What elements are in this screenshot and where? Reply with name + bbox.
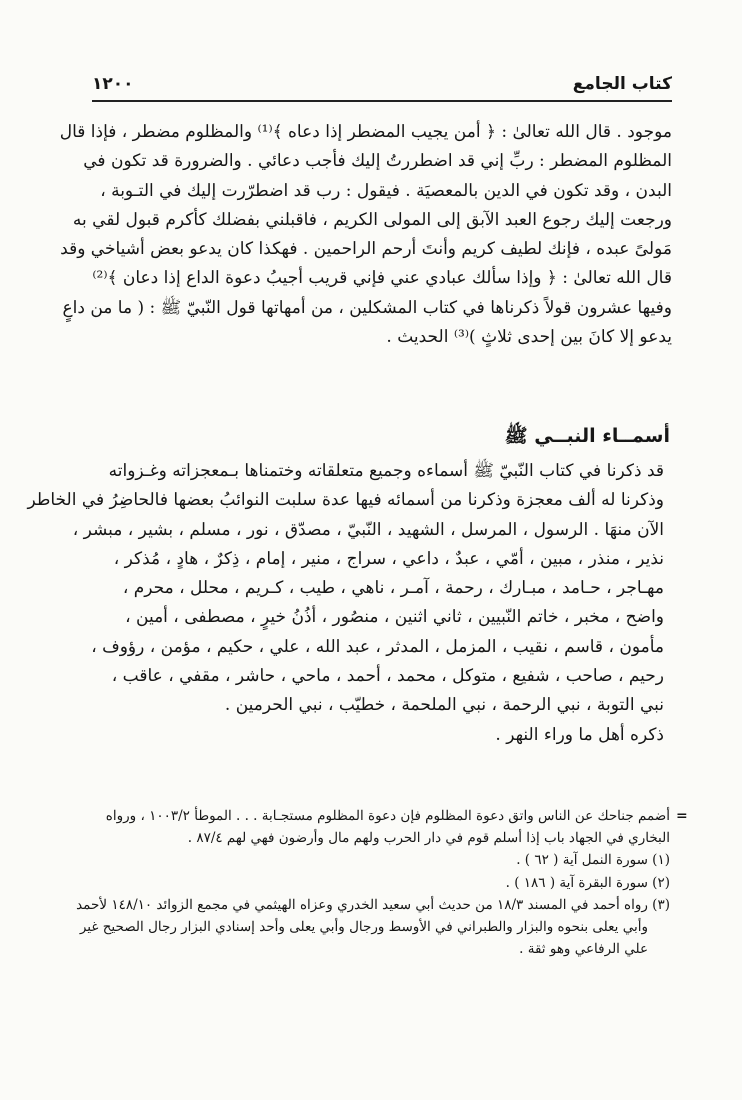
text-line: يدعو إلا كانَ بين إحدى ثلاثٍ )⁽³⁾ الحديث . (386, 327, 672, 348)
text-line: مَولىً عبده ، فإنك لطيف كريم وأنتَ أرحم الراحمين . فهكذا كان يدعو بعض أشياخي وقد (60, 239, 672, 260)
footnote-3: (٣) رواه أحمد في المسند ١٨/٣ من حديث أبي سعيد الخدري وعزاه الهيثمي في مجمع الزوائد ١٤٨/١٠ لأحمد (76, 896, 670, 913)
page-number: ١٢٠٠ (92, 74, 134, 94)
footnotes (76, 805, 670, 960)
text-line: وذكرنا له ألف معجزة وذكرنا من أسمائه فيها عدة سلبت النوائبُ بعضها فالحاضِرُ في الخاطر (27, 490, 664, 511)
footnote-line: علي الرفاعي وهو ثقة . (519, 941, 648, 958)
text-line: موجود . قال الله تعالىٰ : ﴿ أمن يجيب المضطر إذا دعاه ﴾⁽¹⁾ والمظلوم مضطر ، فإذا قال (59, 122, 672, 142)
paragraph-supplication (59, 118, 672, 352)
book-title: كتاب الجامع (572, 74, 672, 94)
footnote-line: أضمم جناحك عن الناس واتق دعوة المظلوم فإن دعوة المظلوم مستجـابة . . . الموطأ ١٠٠٣/٢ ، ورواه (105, 808, 670, 824)
running-header (92, 72, 672, 102)
section-heading: أسمــاء النبــي ﷺ (504, 425, 670, 447)
text-line: مهـاجر ، حـامد ، مبـارك ، رحمة ، آمـر ، ناهي ، طيب ، كـريم ، محلل ، محرم ، (122, 578, 664, 599)
text-line: قال الله تعالىٰ : ﴿ وإذا سألك عبادي عني فإني قريب أجيبُ دعوة الداع إذا دعان ﴾⁽²⁾ (92, 268, 672, 289)
text-line: الآن منهَا . الرسول ، المرسل ، الشهيد ، النّبيّ ، مصدّق ، نور ، مسلم ، بشير ، مبشر ، (72, 519, 664, 540)
text-line: ذكره أهل ما وراء النهر . (495, 724, 664, 745)
text-line: رحيم ، صاحب ، شفيع ، متوكل ، محمد ، أحمد ، ماحي ، حاشر ، مقفي ، عاقب ، (111, 666, 664, 687)
text-line: نذير ، منذر ، مبين ، أمّي ، عبدٌ ، داعي ، سراج ، منير ، إمام ، ذِكرٌ ، هادٍ ، مُذكر ، (113, 548, 664, 569)
footnote-1: (١) سورة النمل آية ( ٦٢ ) . (516, 852, 670, 869)
text-line: واضح ، مخبر ، خاتم النّبيين ، ثاني اثنين ، منصُور ، أذُنُ خيرٍ ، مصطفى ، أمين ، (125, 607, 664, 628)
text-line: وفيها عشرون قولاً ذكرناها في كتاب المشكلين ، من أمهاتها قول النّبيّ ﷺ : ( ما من داعٍ (62, 297, 672, 318)
text-line: مأمون ، قاسم ، نقيب ، المزمل ، المدثر ، عبد الله ، علي ، حكيم ، مؤمن ، رؤوف ، (91, 636, 664, 657)
footnote-continuation-marker: = (676, 808, 688, 824)
text-line: ورجعت إليك رجوع العبد الآبق إلى المولى الكريم ، فاقبلني بفضلك كأكرم قبول لقي به (72, 209, 672, 230)
footnote-line: وأبي يعلى بنحوه والبزار والطبراني في الأوسط ورجال وأبي يعلى وأحد إسنادي البزار رجال الصحيح غير (79, 919, 648, 936)
footnote-line: البخاري في الجهاد باب إذا أسلم قوم في دار الحرب ولهم مال وأرضون فهي لهم ٨٧/٤ . (187, 830, 670, 847)
text-line: نبي التوبة ، نبي الرحمة ، نبي الملحمة ، خطيّب ، نبي الحرمين . (224, 695, 664, 716)
footnote-2: (٢) سورة البقرة آية ( ١٨٦ ) . (505, 874, 670, 891)
text-line: المظلوم المضطر : ربِّ إني قد اضطررتُ إليك فأجب دعائي . والضرورة قد تكون في (83, 151, 672, 172)
paragraph-names-of-prophet (27, 457, 664, 750)
text-line: البدن ، وقد تكون في الدين بالمعصيَة . فيقول : رب قد اضطرّرت إليك في التـوبة ، (100, 180, 672, 201)
text-line: قد ذكرنا في كتاب النّبيّ ﷺ أسماءه وجميع متعلقاته وختمناها بـمعجزاته وغـزواته (108, 461, 664, 481)
